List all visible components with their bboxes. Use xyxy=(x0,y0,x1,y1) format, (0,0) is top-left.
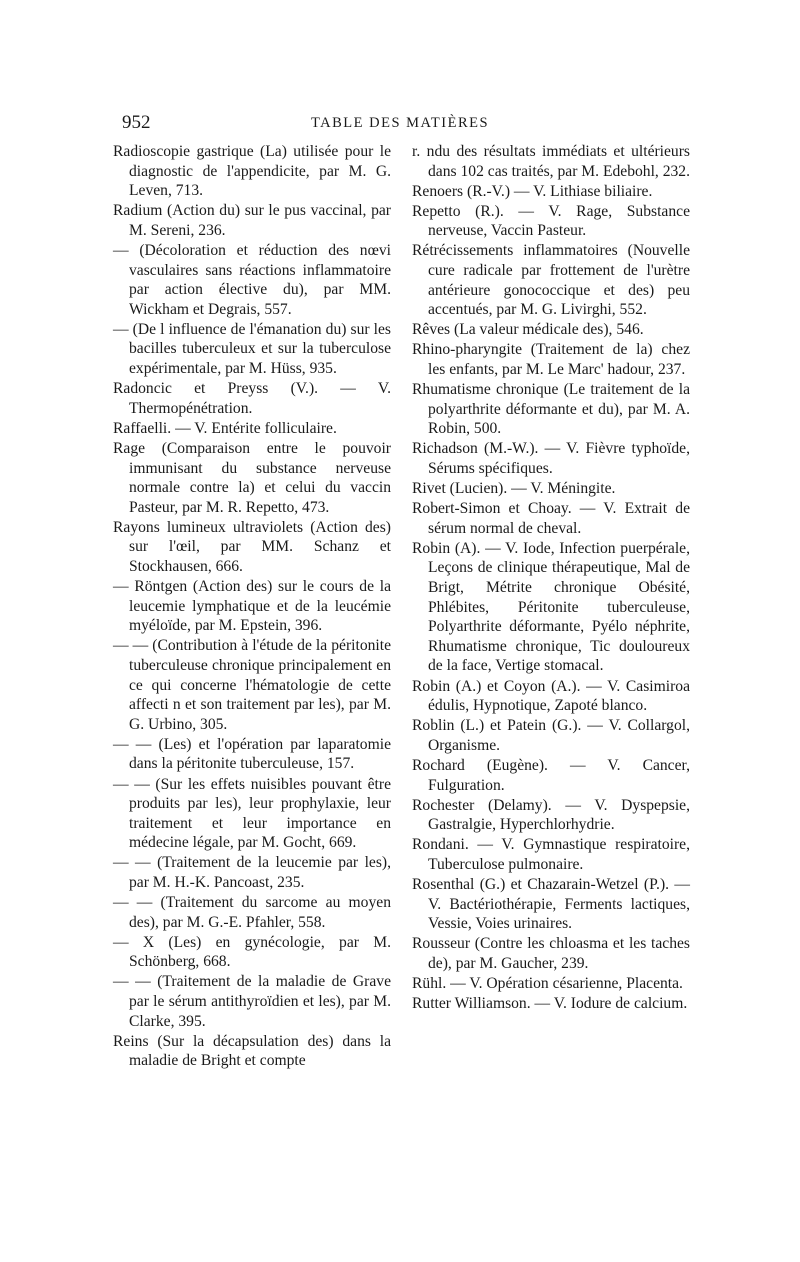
index-entry: Robin (A.) et Coyon (A.). — V. Casimiroa édulis, Hypnotique, Zapoté blanco. xyxy=(412,677,690,715)
index-entry: Rayons lumineux ultraviolets (Action des) sur l'œil, par MM. Schanz et Stockhausen, 666. xyxy=(113,518,391,575)
index-entry: — — (Contribution à l'étude de la péritonite tuberculeuse chronique principalement en ce qui concerne l'hématologie de cette affecti n et son traitement par les), par M. G. Urbino, 305. xyxy=(113,637,391,733)
index-entry: — (De l influence de l'émanation du) sur les bacilles tuberculeux et sur la tuberculose expérimentale, par M. Hüss, 935. xyxy=(113,320,391,378)
index-entry: Rosenthal (G.) et Chazarain-Wetzel (P.). — V. Bactériothérapie, Ferments lactiques, Vessie, Voies urinaires. xyxy=(412,875,690,933)
index-entry: Rühl. — V. Opération césarienne, Placenta. xyxy=(412,974,683,992)
index-entry: Radioscopie gastrique (La) utilisée pour le diagnostic de l'appendicite, par M. G. Leven, 713. xyxy=(113,143,391,200)
index-entry: Robin (A). — V. Iode, Infection puerpérale, Leçons de clinique thérapeutique, Mal de Brigt, Métrite chronique Obésité, Phlébites, Péritonite tuberculeuse, Polyarthrite déformante, Pyélo néphrite, Rhumatisme chronique, Tic douloureux de la face, Vertige stomacal. xyxy=(412,539,690,675)
index-entry: Renoers (R.-V.) — V. Lithiase biliaire. xyxy=(412,182,653,200)
index-entry: — — (Traitement de la maladie de Grave par le sérum antithyroïdien et les), par M. Clarke, 395. xyxy=(113,973,391,1030)
index-entry: Rage (Comparaison entre le pouvoir immunisant du substance nerveuse normale contre la) et celui du vaccin Pasteur, par M. R. Repetto, 473. xyxy=(113,439,391,516)
index-entry: — X (Les) en gynécologie, par M. Schönberg, 668. xyxy=(113,933,391,971)
index-entry: — — (Les) et l'opération par laparatomie dans la péritonite tuberculeuse, 157. xyxy=(113,735,391,773)
index-entry: Richadson (M.-W.). — V. Fièvre typhoïde, Sérums spécifiques. xyxy=(412,440,690,477)
index-entry: Roblin (L.) et Patein (G.). — V. Collargol, Organisme. xyxy=(412,717,690,754)
index-entry: Rétrécissements inflammatoires (Nouvelle cure radicale par frottement de l'urètre antérieure gonococcique et des) peu accentués, par M. G. Livirghi, 552. xyxy=(412,242,690,319)
index-entry: Rondani. — V. Gymnastique respiratoire, Tuberculose pulmonaire. xyxy=(412,836,690,873)
index-entry: — Röntgen (Action des) sur le cours de la leucemie lymphatique et de la leucémie myéloïde, par M. Epstein, 396. xyxy=(113,578,391,635)
running-title: TABLE DES MATIÈRES xyxy=(310,115,490,131)
index-entry: Rêves (La valeur médicale des), 546. xyxy=(412,321,644,339)
index-entry: Rochard (Eugène). — V. Cancer, Fulguration. xyxy=(412,756,690,794)
index-entry: Rousseur (Contre les chloasma et les taches de), par M. Gaucher, 239. xyxy=(412,935,690,972)
index-entry: Raffaelli. — V. Entérite folliculaire. xyxy=(113,419,337,437)
index-entry: Reins (Sur la décapsulation des) dans la maladie de Bright et compte xyxy=(113,1032,391,1070)
index-entry: — — (Sur les effets nuisibles pouvant être produits par les), leur prophylaxie, leur traitement et leur importance en médecine légale, par M. Gocht, 669. xyxy=(113,775,391,852)
index-column-right xyxy=(412,142,690,1014)
index-entry: — — (Traitement du sarcome au moyen des), par M. G.-E. Pfahler, 558. xyxy=(113,894,391,931)
index-entry: Repetto (R.). — V. Rage, Substance nerveuse, Vaccin Pasteur. xyxy=(412,202,690,240)
index-column-left xyxy=(113,142,391,1071)
page-number: 952 xyxy=(122,112,151,133)
index-entry: r. ndu des résultats immédiats et ultérieurs dans 102 cas traités, par M. Edebohl, 232. xyxy=(412,143,691,180)
index-entry: Rivet (Lucien). — V. Méningite. xyxy=(412,480,616,498)
index-entry: Robert-Simon et Choay. — V. Extrait de sérum normal de cheval. xyxy=(412,500,690,537)
index-entry: Rochester (Delamy). — V. Dyspepsie, Gastralgie, Hyperchlorhydrie. xyxy=(412,796,690,834)
index-entry: Rhumatisme chronique (Le traitement de la polyarthrite déformante et du), par M. A. Robin, 500. xyxy=(412,381,690,438)
index-entry: Rutter Williamson. — V. Iodure de calcium. xyxy=(412,995,688,1013)
index-entry: Radoncic et Preyss (V.). — V. Thermopénétration. xyxy=(113,380,391,417)
index-entry: — (Décoloration et réduction des nœvi vasculaires sans réactions inflammatoire par action élective du), par MM. Wickham et Degrais, 557. xyxy=(113,241,391,318)
index-entry: — — (Traitement de la leucemie par les), par M. H.-K. Pancoast, 235. xyxy=(113,854,391,891)
index-entry: Radium (Action du) sur le pus vaccinal, par M. Sereni, 236. xyxy=(113,202,391,239)
index-entry: Rhino-pharyngite (Traitement de la) chez les enfants, par M. Le Marc' hadour, 237. xyxy=(412,341,690,379)
